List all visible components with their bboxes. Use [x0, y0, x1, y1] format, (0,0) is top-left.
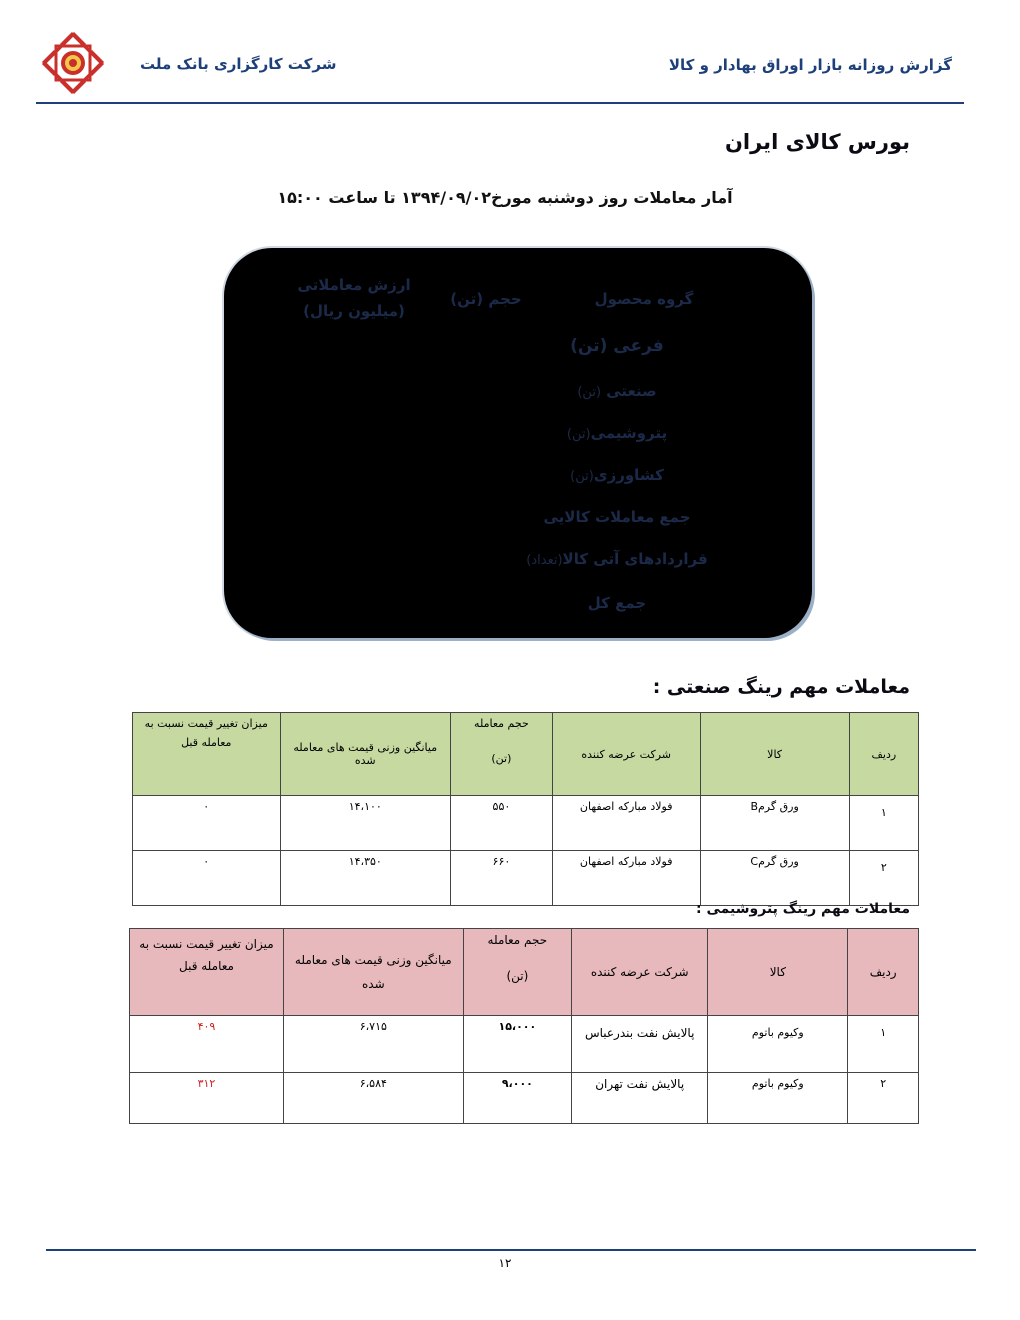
bank-mellat-logo — [40, 30, 106, 96]
company-name: شرکت کارگزاری بانک ملت — [140, 55, 337, 73]
col-commodity-header: کالا — [700, 713, 849, 796]
col-volume-header: حجم (تن) — [450, 290, 522, 308]
row-label-secondary — [522, 336, 712, 356]
report-title: گزارش روزانه بازار اوراق بهادار و کالا — [668, 56, 952, 74]
cell-volume: ۶۶۰ — [450, 851, 552, 906]
row-label-industrial — [522, 382, 712, 400]
row-label-text: صنعتی — [601, 382, 657, 400]
row-label-text: قراردادهای آتی کالا — [562, 550, 708, 568]
col-row-header: ردیف — [849, 713, 918, 796]
table-row — [133, 796, 919, 851]
col-product-group-header: گروه محصول — [594, 290, 694, 308]
table-row — [133, 851, 919, 906]
section-title: بورس کالای ایران — [725, 130, 910, 154]
cell-volume: ۱۵،۰۰۰ — [463, 1016, 571, 1073]
col-trade-value-header — [294, 272, 414, 324]
col-commodity-header: کالا — [708, 929, 848, 1016]
trading-stats-subtitle: آمار معاملات روز دوشنبه مورخ۱۳۹۴/۰۹/۰۲ تا ساعت ۱۵:۰۰ — [277, 188, 733, 207]
row-label-text: جمع معاملات کالایی — [543, 508, 691, 526]
col-supplier-header: شرکت عرضه کننده — [572, 929, 708, 1016]
col-trade-value-line1: ارزش معاملاتی — [297, 276, 411, 294]
col-volume-line1: حجم معامله — [474, 717, 529, 730]
col-volume-line2: (تن) — [491, 752, 512, 765]
cell-supplier: پالایش نفت تهران — [572, 1073, 708, 1124]
petrochemical-ring-title: معاملات مهم رینگ پتروشیمی : — [696, 901, 910, 917]
col-change-line2: معامله قبل — [181, 736, 232, 749]
cell-avg-price: ۶،۵۸۴ — [283, 1073, 463, 1124]
col-change-line1: میزان تغییر قیمت نسبت به — [139, 937, 274, 951]
petrochemical-ring-table — [129, 928, 919, 1124]
cell-change: ۴۰۹ — [130, 1016, 284, 1073]
cell-change: ۰ — [133, 796, 281, 851]
col-avg-price-header: میانگین وزنی قیمت های معامله شده — [283, 929, 463, 1016]
cell-avg-price: ۱۴،۳۵۰ — [280, 851, 450, 906]
row-label-text: فرعی (تن) — [570, 336, 664, 356]
table-row — [130, 1016, 919, 1073]
col-supplier-header: شرکت عرضه کننده — [552, 713, 700, 796]
col-volume-line2: (تن) — [506, 969, 529, 983]
cell-supplier: فولاد مبارکه اصفهان — [552, 851, 700, 906]
cell-commodity: وکیوم باتوم — [708, 1016, 848, 1073]
cell-volume: ۹،۰۰۰ — [463, 1073, 571, 1124]
industrial-ring-title: معاملات مهم رینگ صنعتی : — [652, 676, 910, 698]
cell-change: ۰ — [133, 851, 281, 906]
cell-commodity: وکیوم باتوم — [708, 1073, 848, 1124]
col-avg-price-header: میانگین وزنی قیمت های معامله شده — [280, 713, 450, 796]
row-label-unit: (تن) — [570, 469, 594, 484]
cell-volume: ۵۵۰ — [450, 796, 552, 851]
row-label-futures — [522, 550, 712, 568]
cell-supplier: پالایش نفت بندرعباس — [572, 1016, 708, 1073]
cell-commodity: ورق گرمC — [700, 851, 849, 906]
cell-row: ۱ — [848, 1016, 919, 1073]
col-change-line1: میزان تغییر قیمت نسبت به — [144, 717, 268, 730]
table-header-row — [133, 713, 919, 796]
cell-row: ۲ — [849, 851, 918, 906]
summary-panel — [224, 248, 812, 638]
industrial-ring-table — [132, 712, 919, 906]
col-volume-header — [450, 713, 552, 796]
cell-change: ۳۱۲ — [130, 1073, 284, 1124]
col-change-header — [130, 929, 284, 1016]
row-label-unit: (تن) — [566, 427, 591, 442]
cell-avg-price: ۱۴،۱۰۰ — [280, 796, 450, 851]
table-row — [130, 1073, 919, 1124]
cell-avg-price: ۶،۷۱۵ — [283, 1016, 463, 1073]
row-label-grand-total — [522, 594, 712, 612]
cell-commodity: ورق گرمB — [700, 796, 849, 851]
col-change-header — [133, 713, 281, 796]
cell-row: ۱ — [849, 796, 918, 851]
col-trade-value-line2: (میلیون ریال) — [303, 302, 405, 320]
row-label-commodity-total — [522, 508, 712, 526]
row-label-agricultural — [522, 466, 712, 484]
row-label-text: کشاورزی — [593, 466, 664, 484]
cell-row: ۲ — [848, 1073, 919, 1124]
col-volume-line1: حجم معامله — [487, 933, 548, 947]
footer-divider — [46, 1249, 976, 1251]
cell-supplier: فولاد مبارکه اصفهان — [552, 796, 700, 851]
table-header-row — [130, 929, 919, 1016]
header-divider — [36, 102, 964, 104]
row-label-text: پتروشیمی — [590, 424, 668, 442]
row-label-unit: (تعداد) — [526, 553, 563, 568]
col-row-header: ردیف — [848, 929, 919, 1016]
col-change-line2: معامله قبل — [178, 959, 234, 973]
row-label-unit: (تن) — [577, 385, 602, 400]
col-volume-header — [463, 929, 571, 1016]
page-number: ۱۲ — [498, 1256, 512, 1270]
row-label-petrochemical — [522, 424, 712, 442]
row-label-text: جمع کل — [587, 594, 647, 612]
